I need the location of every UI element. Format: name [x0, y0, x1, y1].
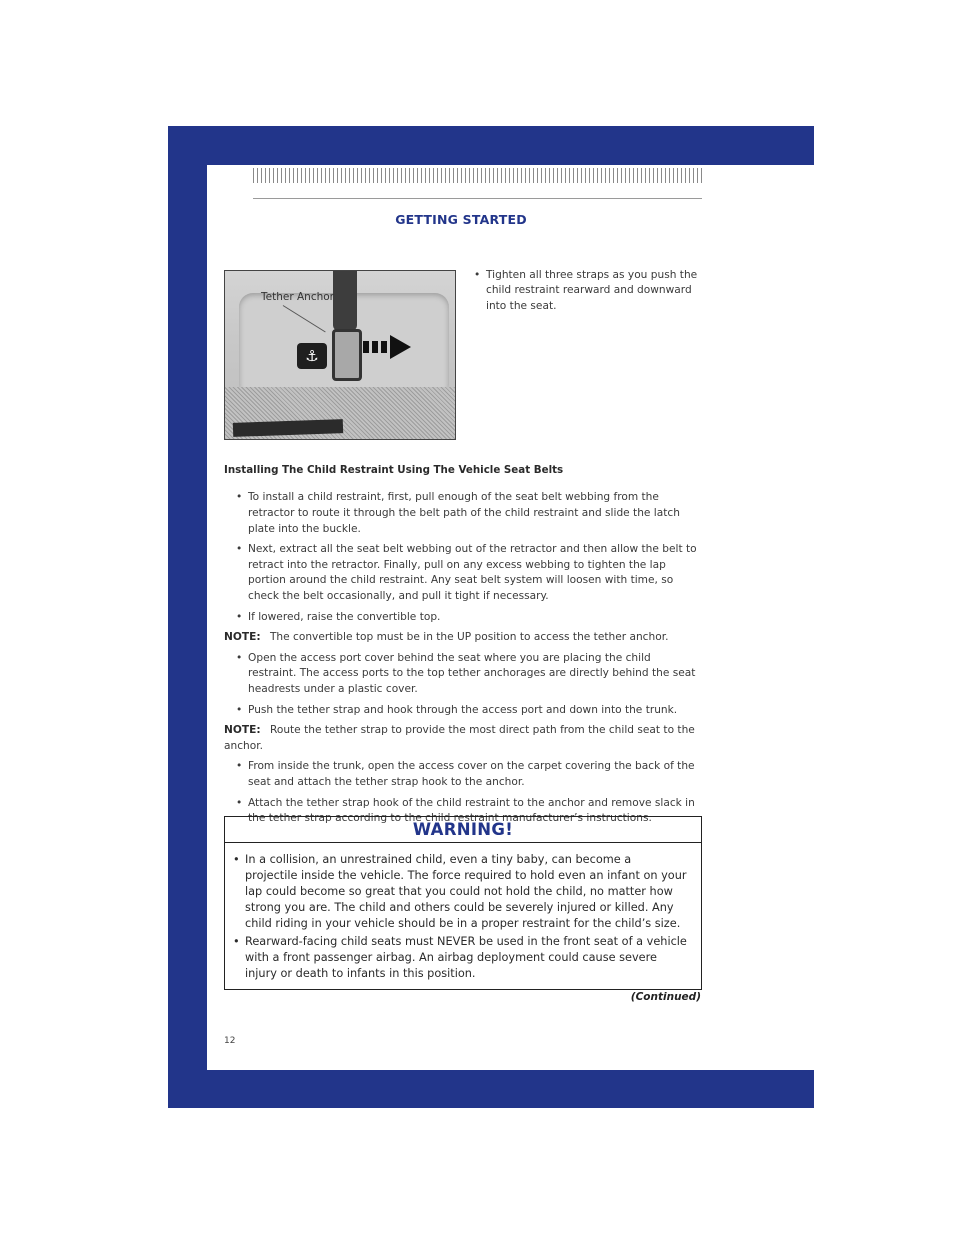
note-route-strap	[224, 723, 702, 755]
list-item: • If lowered, raise the convertible top.	[236, 610, 702, 626]
list-item: • Rearward-facing child seats must NEVER be used in the front seat of a vehicle with a front passenger airbag. An airbag deployment could cause severe injury or death to infants in this position.	[233, 934, 687, 982]
photo-tether-strap	[333, 271, 357, 331]
instructions-body	[224, 490, 702, 832]
list-item: • Attach the tether strap hook of the child restraint to the anchor and remove slack in the tether strap according to the child restraint manufacturer’s instructions.	[236, 796, 702, 828]
note-label: NOTE:	[224, 630, 261, 643]
right-column-bullets	[474, 268, 702, 314]
warning-box	[224, 816, 702, 990]
warning-title: WARNING!	[225, 817, 701, 843]
note-text: The convertible top must be in the UP position to access the tether anchor.	[269, 630, 669, 643]
tether-anchor-photo	[224, 270, 456, 440]
page-number: 12	[224, 1036, 236, 1046]
list-item: • To install a child restraint, first, pull enough of the seat belt webbing from the retractor to route it through the belt path of the child restraint and slide the latch plate into the buckle.	[236, 490, 702, 537]
photo-label: Tether Anchor	[261, 291, 334, 303]
note-text: Route the tether strap to provide the most direct path from the child seat to the anchor.	[224, 723, 695, 752]
list-item: • Open the access port cover behind the seat where you are placing the child restraint. The access ports to the top tether anchorages are directly behind the seat headrests under a plastic cover.	[236, 651, 702, 698]
photo-tether-hook	[332, 329, 362, 381]
header-rule	[253, 198, 702, 199]
list-item: • Tighten all three straps as you push the child restraint rearward and downward into the seat.	[474, 268, 702, 314]
note-convertible-top	[224, 630, 702, 646]
continued-label: (Continued)	[630, 991, 701, 1003]
child-seat-icon: ⚓	[297, 343, 327, 369]
list-item: • Push the tether strap and hook through the access port and down into the trunk.	[236, 703, 702, 719]
list-item: • In a collision, an unrestrained child, even a tiny baby, can become a projectile inside the vehicle. The force required to hold even an infant on your lap could become so great that you could not hold the child, no matter how strong you are. The child and others could be severely injured or killed. Any child riding in your vehicle should be in a proper restraint for the child’s size.	[233, 852, 687, 932]
section-title: GETTING STARTED	[395, 212, 527, 227]
warning-body	[225, 843, 701, 982]
header-tick-strip	[253, 168, 703, 183]
subheading: Installing The Child Restraint Using The Vehicle Seat Belts	[224, 464, 564, 476]
list-item: • From inside the trunk, open the access cover on the carpet covering the back of the seat and attach the tether strap hook to the anchor.	[236, 759, 702, 791]
note-label: NOTE:	[224, 723, 261, 736]
push-arrow-icon	[363, 333, 413, 361]
list-item: • Next, extract all the seat belt webbing out of the retractor and then allow the belt to retract into the retractor. Finally, pull on any excess webbing to tighten the lap portion around the child restraint. Any seat belt system will loosen with time, so check the belt occasionally, and pull it tight if necessary.	[236, 542, 702, 605]
